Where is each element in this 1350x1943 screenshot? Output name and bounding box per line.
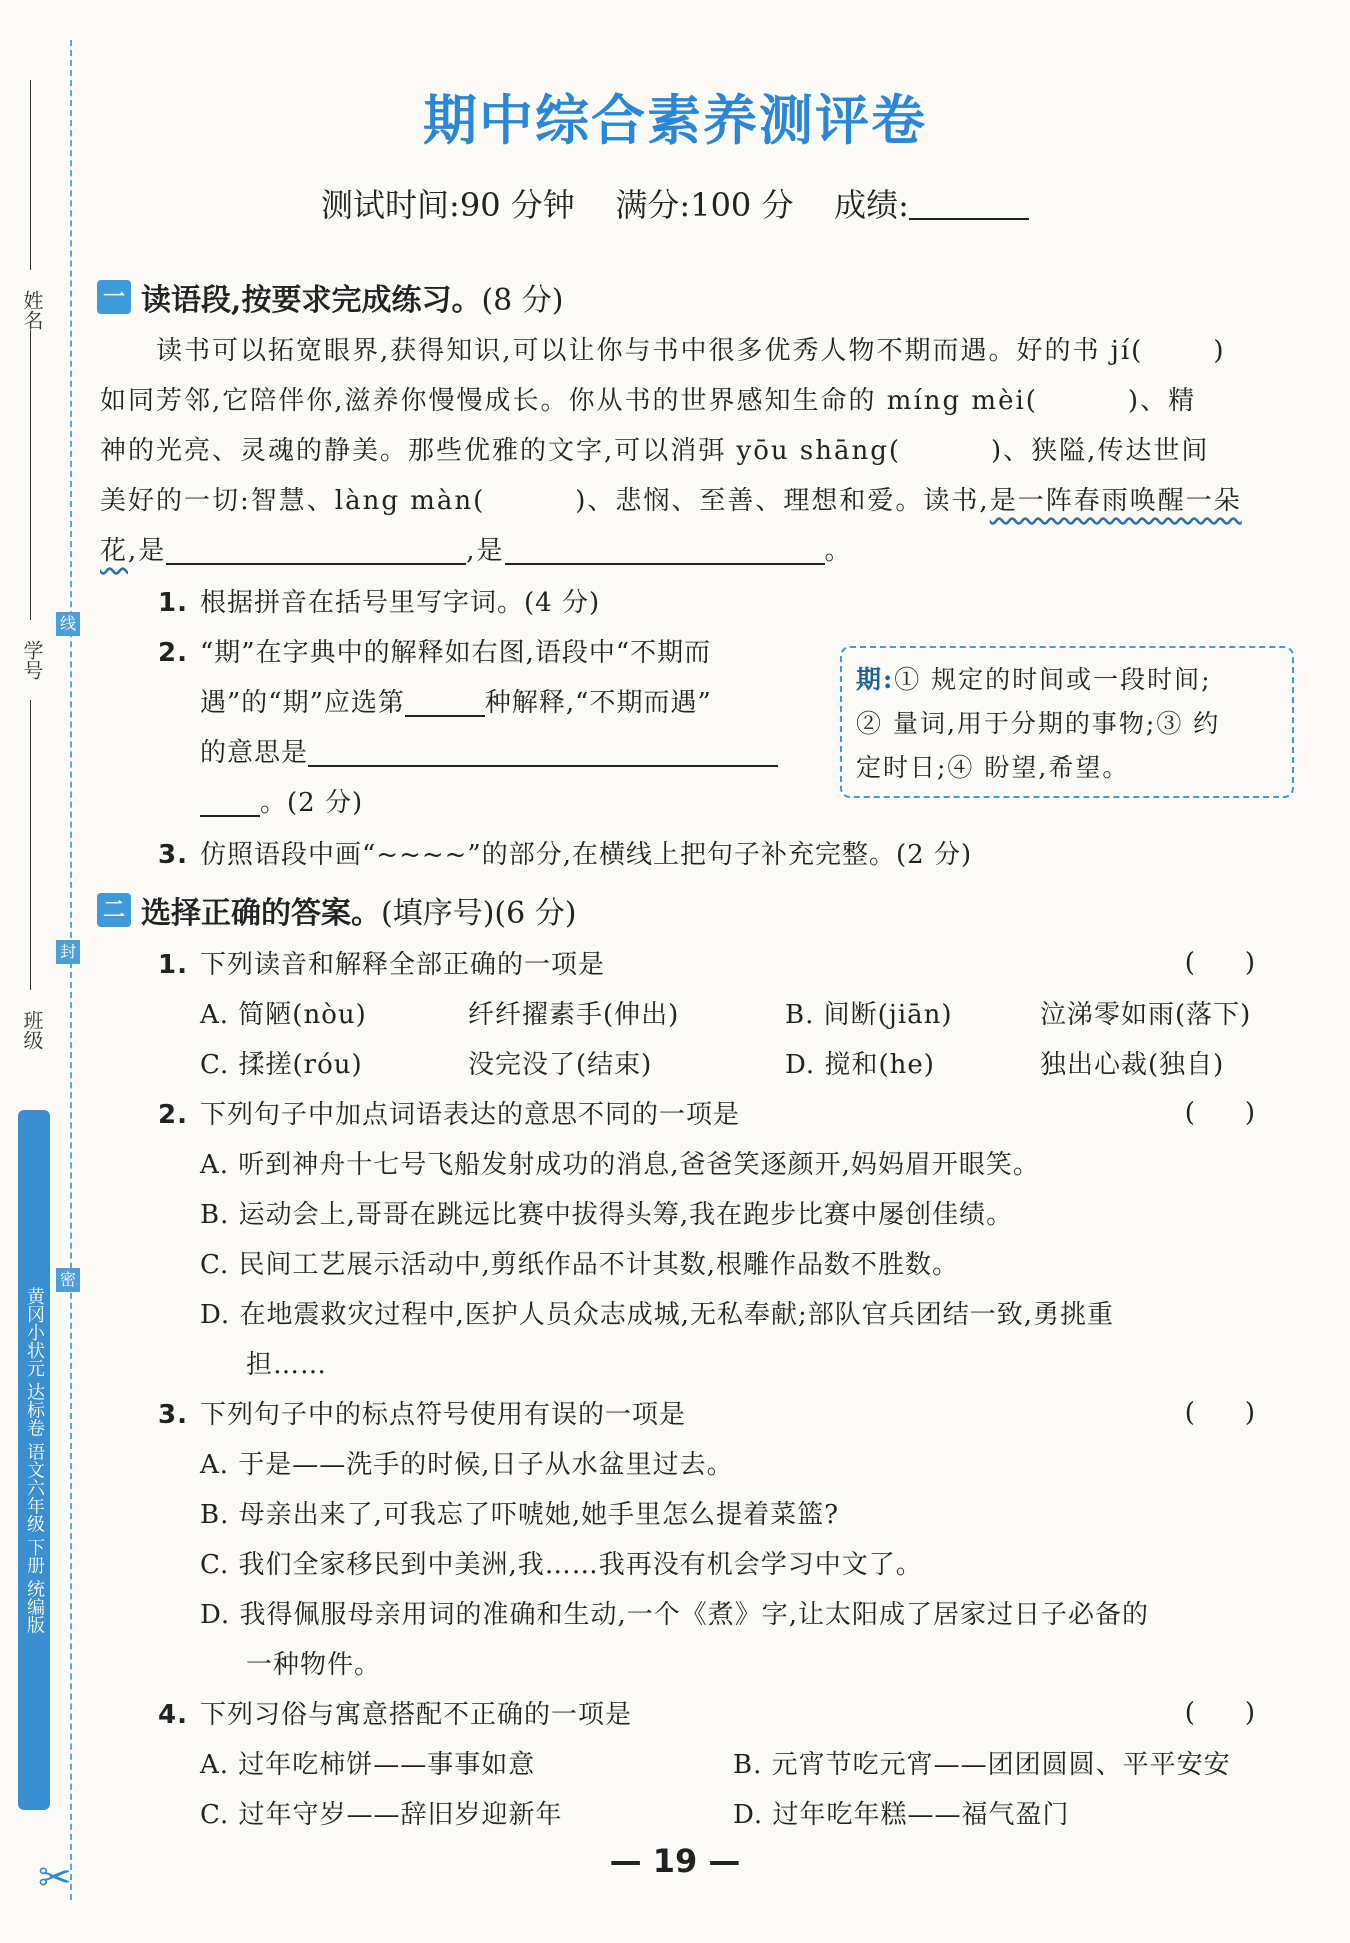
option-c: C. 过年守岁——辞旧岁迎新年 xyxy=(200,1800,563,1830)
test-time: 测试时间:90 分钟 xyxy=(321,186,575,224)
answer-paren[interactable]: () xyxy=(1184,1398,1305,1428)
option-a-detail: 纤纤擢素手(伸出) xyxy=(468,1000,680,1030)
option-d: D. 在地震救灾过程中,医护人员众志成城,无私奉献;部队官兵团结一致,勇挑重 xyxy=(200,1300,1115,1330)
section-1-heading xyxy=(97,275,563,319)
question-1-1: 1. 根据拼音在括号里写字词。(4 分) xyxy=(158,588,601,618)
score-label: 成绩: xyxy=(834,186,909,224)
binding-cut-line xyxy=(70,40,72,1900)
question-2-1: 1. 下列读音和解释全部正确的一项是 xyxy=(158,950,606,980)
fill-blank[interactable] xyxy=(405,715,485,717)
full-score: 满分:100 分 xyxy=(615,186,794,224)
passage-line: 读书可以拓宽眼界,获得知识,可以让你与书中很多优秀人物不期而遇。好的书 jí( ) xyxy=(156,336,1226,366)
option-c: C. 我们全家移民到中美洲,我……我再没有机会学习中文了。 xyxy=(200,1550,923,1580)
score-blank[interactable] xyxy=(909,218,1029,220)
option-c-detail: 没完没了(结束) xyxy=(468,1050,653,1080)
option-b: B. 运动会上,哥哥在跳远比赛中拔得头筹,我在跑步比赛中屡创佳绩。 xyxy=(200,1200,1014,1230)
margin-tag-secret: 密 xyxy=(56,1268,80,1292)
section-title: 读语段,按要求完成练习。 xyxy=(141,283,482,318)
margin-brand-banner: 黄冈小状元 达标卷 语文六年级 下册 统编版 xyxy=(18,1110,50,1810)
margin-label-class: 班级 xyxy=(20,1010,44,1050)
margin-label-id: 学号 xyxy=(20,640,44,680)
option-d-cont: 担…… xyxy=(246,1350,328,1380)
option-d-detail: 独出心裁(独自) xyxy=(1040,1050,1225,1080)
wavy-underlined-text: 是一阵春雨唤醒一朵 xyxy=(989,486,1242,516)
answer-paren[interactable]: () xyxy=(1184,1098,1305,1128)
reading-passage xyxy=(100,326,1310,576)
answer-paren[interactable]: () xyxy=(1184,948,1305,978)
option-b: B. 间断(jiān) xyxy=(785,1000,953,1030)
exam-meta xyxy=(0,180,1350,226)
fill-blank[interactable] xyxy=(308,765,778,767)
option-d: D. 我得佩服母亲用词的准确和生动,一个《煮》字,让太阳成了居家过日子必备的 xyxy=(200,1600,1149,1630)
margin-tag-seal: 封 xyxy=(56,940,80,964)
option-b: B. 元宵节吃元宵——团团圆圆、平平安安 xyxy=(733,1750,1231,1780)
passage-line: 美好的一切:智慧、làng màn( )、悲悯、至善、理想和爱。读书,是一阵春雨唤醒一朵 xyxy=(100,486,1242,516)
option-a: A. 于是——洗手的时候,日子从水盆里过去。 xyxy=(200,1450,734,1480)
section-score: (8 分) xyxy=(481,283,564,318)
fill-blank[interactable] xyxy=(505,563,825,565)
option-b-detail: 泣涕零如雨(落下) xyxy=(1040,1000,1252,1030)
fill-blank[interactable] xyxy=(200,815,260,817)
section-2-heading xyxy=(97,888,576,932)
option-d-cont: 一种物件。 xyxy=(246,1650,382,1680)
option-c: C. 揉搓(róu) xyxy=(200,1050,363,1080)
page-title: 期中综合素养测评卷 xyxy=(423,88,927,152)
margin-tag-line: 线 xyxy=(56,612,80,636)
question-1-2: 2. “期”在字典中的解释如右图,语段中“不期而 遇”的“期”应选第 种解释,“不期而遇” 的意思是 。(2 分) xyxy=(158,628,808,828)
section-number-badge: 一 xyxy=(97,280,131,314)
question-2-2: 2. 下列句子中加点词语表达的意思不同的一项是 xyxy=(158,1100,741,1130)
option-a: A. 过年吃柿饼——事事如意 xyxy=(200,1750,536,1780)
margin-rule xyxy=(30,700,31,990)
section-number-badge: 二 xyxy=(97,893,131,927)
margin-rule xyxy=(30,330,31,620)
passage-line: 神的光亮、灵魂的静美。那些优雅的文字,可以消弭 yōu shāng( )、狭隘,传达世间 xyxy=(100,436,1210,466)
passage-line: 花,是 ,是 。 xyxy=(100,536,853,566)
question-1-3: 3. 仿照语段中画“~~~~”的部分,在横线上把句子补充完整。(2 分) xyxy=(158,840,973,870)
scissors-icon: ✂ xyxy=(38,1855,72,1901)
question-2-3: 3. 下列句子中的标点符号使用有误的一项是 xyxy=(158,1400,687,1430)
dictionary-definition-box: 期:① 规定的时间或一段时间; ② 量词,用于分期的事物;③ 约 定时日;④ 盼望,希望。 xyxy=(840,646,1294,798)
option-d: D. 过年吃年糕——福气盈门 xyxy=(733,1800,1070,1830)
margin-label-name: 姓名 xyxy=(20,290,44,330)
passage-line: 如同芳邻,它陪伴你,滋养你慢慢成长。你从书的世界感知生命的 míng mèi( )、精 xyxy=(100,386,1197,416)
option-c: C. 民间工艺展示活动中,剪纸作品不计其数,根雕作品数不胜数。 xyxy=(200,1250,960,1280)
fill-blank[interactable] xyxy=(166,563,466,565)
section-title: 选择正确的答案。 xyxy=(141,896,381,931)
section-score: (填序号)(6 分) xyxy=(381,896,577,931)
answer-paren[interactable]: () xyxy=(1184,1698,1305,1728)
page-number: — 19 — xyxy=(609,1842,741,1880)
question-2-4: 4. 下列习俗与寓意搭配不正确的一项是 xyxy=(158,1700,633,1730)
option-a: A. 简陋(nòu) xyxy=(200,1000,367,1030)
option-a: A. 听到神舟十七号飞船发射成功的消息,爸爸笑逐颜开,妈妈眉开眼笑。 xyxy=(200,1150,1040,1180)
option-d: D. 搅和(he) xyxy=(785,1050,935,1080)
option-b: B. 母亲出来了,可我忘了吓唬她,她手里怎么提着菜篮? xyxy=(200,1500,840,1530)
